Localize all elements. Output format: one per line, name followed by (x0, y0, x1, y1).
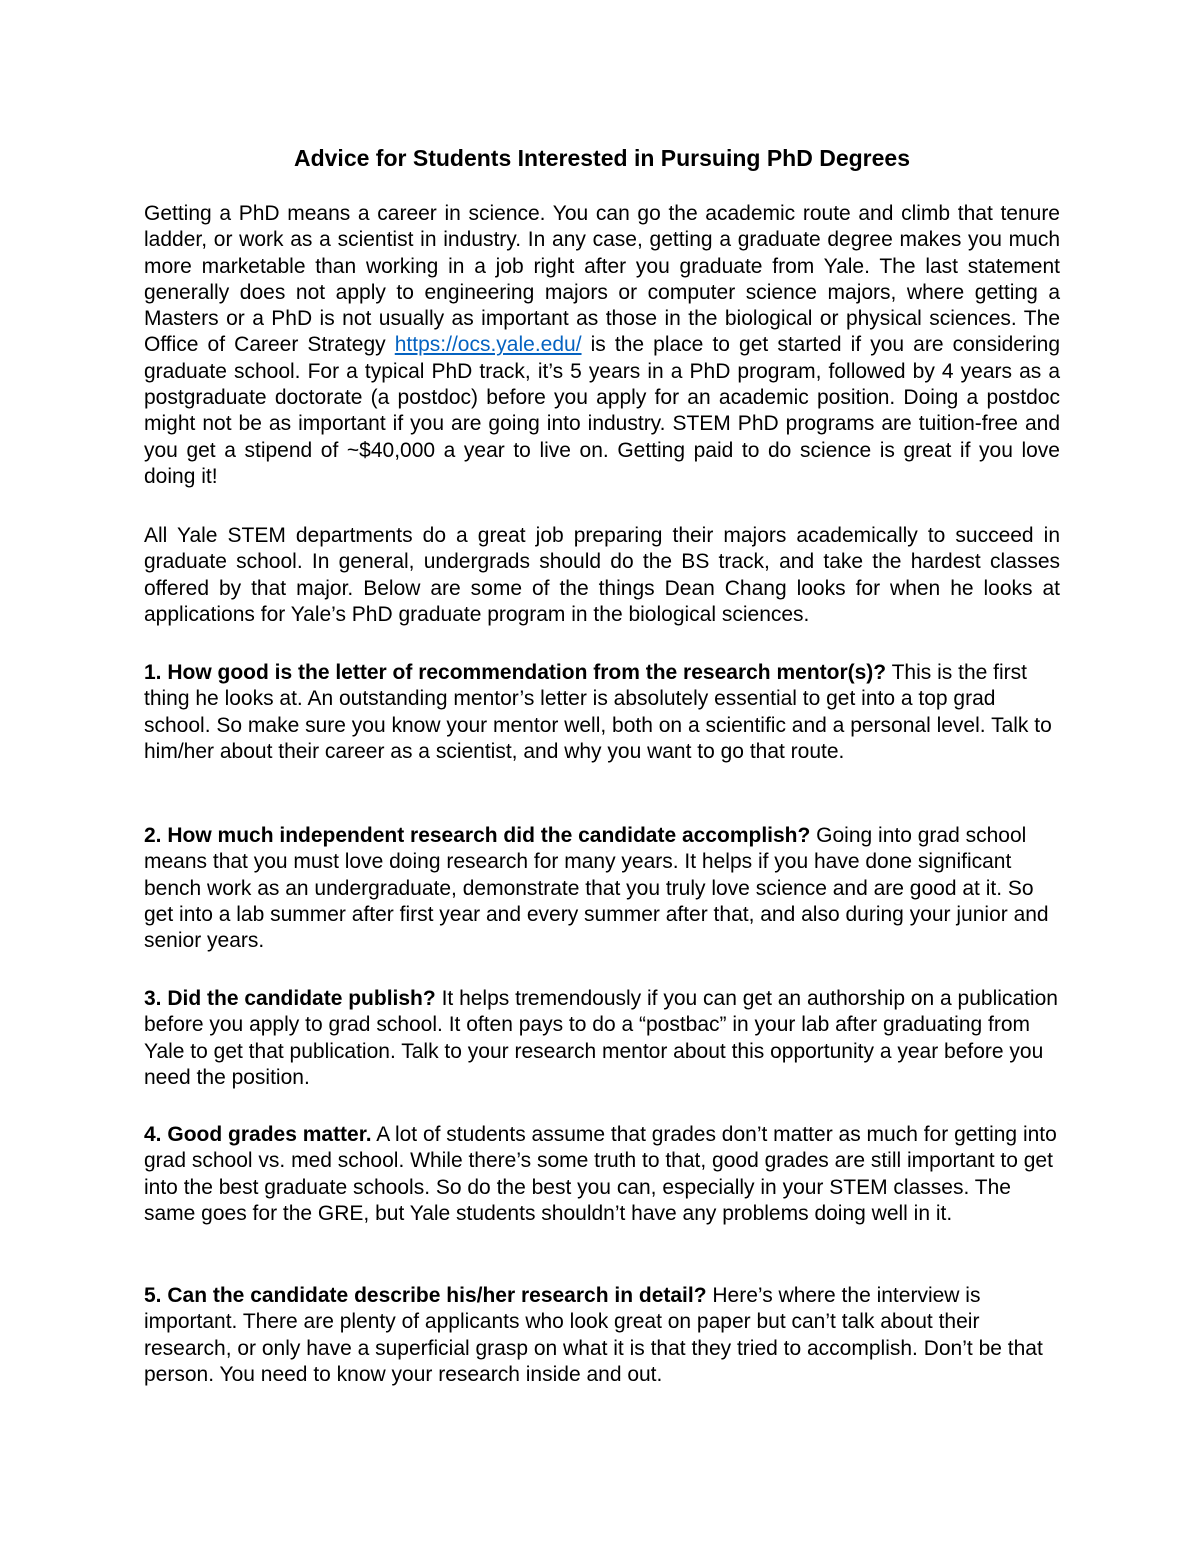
advice-body-5: Here’s where the interview is important. There are plenty of applicants who look great on paper but can’t talk about their research, or only have a superficial grasp on what it is that they tried to accomplish. Don’t be that person. You need to know your research inside and out. (144, 1284, 1043, 1386)
advice-item-3 (144, 986, 1060, 1091)
intro-text-after-link: is the place to get started if you are considering graduate school. For a typical PhD track, it’s 5 years in a PhD program, followed by 4 years as a postgraduate doctorate (a postdoc) before you apply for an academic position. Doing a postdoc might not be as important if you are going into industry. STEM PhD programs are tuition-free and you get a stipend of ~$40,000 a year to live on. Getting paid to do science is great if you love doing it! (144, 333, 1060, 488)
advice-body-2: Going into grad school means that you must love doing research for many years. It helps if you have done significant bench work as an undergraduate, demonstrate that you truly love science and are good at it. So get into a lab summer after first year and every summer after that, and also during your junior and senior years. (144, 824, 1049, 953)
advice-body-3: It helps tremendously if you can get an authorship on a publication before you apply to grad school. It often pays to do a “postbac” in your lab after graduating from Yale to get that publication. Talk to your research mentor about this opportunity a year before you need the position. (144, 987, 1058, 1089)
advice-body-4: A lot of students assume that grades don’t matter as much for getting into grad school vs. med school. While there’s some truth to that, good grades are still important to get into the best graduate schools. So do the best you can, especially in your STEM classes. The same goes for the GRE, but Yale students shouldn’t have any problems doing well in it. (144, 1123, 1057, 1225)
advice-item-5 (144, 1283, 1060, 1388)
document-title: Advice for Students Interested in Pursuing PhD Degrees (293, 145, 910, 171)
advice-item-4 (144, 1122, 1060, 1227)
departments-paragraph: All Yale STEM departments do a great job preparing their majors academically to succeed in graduate school. In general, undergrads should do the BS track, and take the hardest classes offered by that major. Below are some of the things Dean Chang looks for when he looks at applications for Yale’s PhD graduate program in the biological sciences. (144, 524, 1060, 626)
advice-heading-4: Good grades matter. (167, 1123, 372, 1146)
advice-heading-5: Can the candidate describe his/her research in detail? (167, 1284, 707, 1307)
advice-item-1 (144, 660, 1060, 765)
ocs-link[interactable]: https://ocs.yale.edu/ (394, 333, 582, 357)
advice-number-1: 1. (144, 661, 162, 684)
advice-heading-2: How much independent research did the candidate accomplish? (167, 824, 811, 847)
intro-text-before-link: Getting a PhD means a career in science. You can go the academic route and climb that tenure ladder, or work as a scientist in industry. In any case, getting a graduate degree makes you much more marketable than working in a job right after you graduate from Yale. The last statement generally does not apply to engineering majors or computer science majors, where getting a Masters or a PhD is not usually as important as those in the biological or physical sciences. The Office of Career Strategy (144, 202, 1060, 357)
advice-heading-1: How good is the letter of recommendation from the research mentor(s)? (167, 661, 887, 684)
advice-body-1: This is the first thing he looks at. An outstanding mentor’s letter is absolutely essential to get into a top grad school. So make sure you know your mentor well, both on a scientific and a personal level. Talk to him/her about their career as a scientist, and why you want to go that route. (144, 661, 1052, 763)
advice-number-2: 2. (144, 824, 162, 847)
advice-number-3: 3. (144, 987, 162, 1010)
advice-number-5: 5. (144, 1284, 162, 1307)
advice-item-2 (144, 823, 1060, 954)
intro-paragraph (144, 201, 1060, 490)
advice-heading-3: Did the candidate publish? (167, 987, 436, 1010)
advice-number-4: 4. (144, 1123, 162, 1146)
